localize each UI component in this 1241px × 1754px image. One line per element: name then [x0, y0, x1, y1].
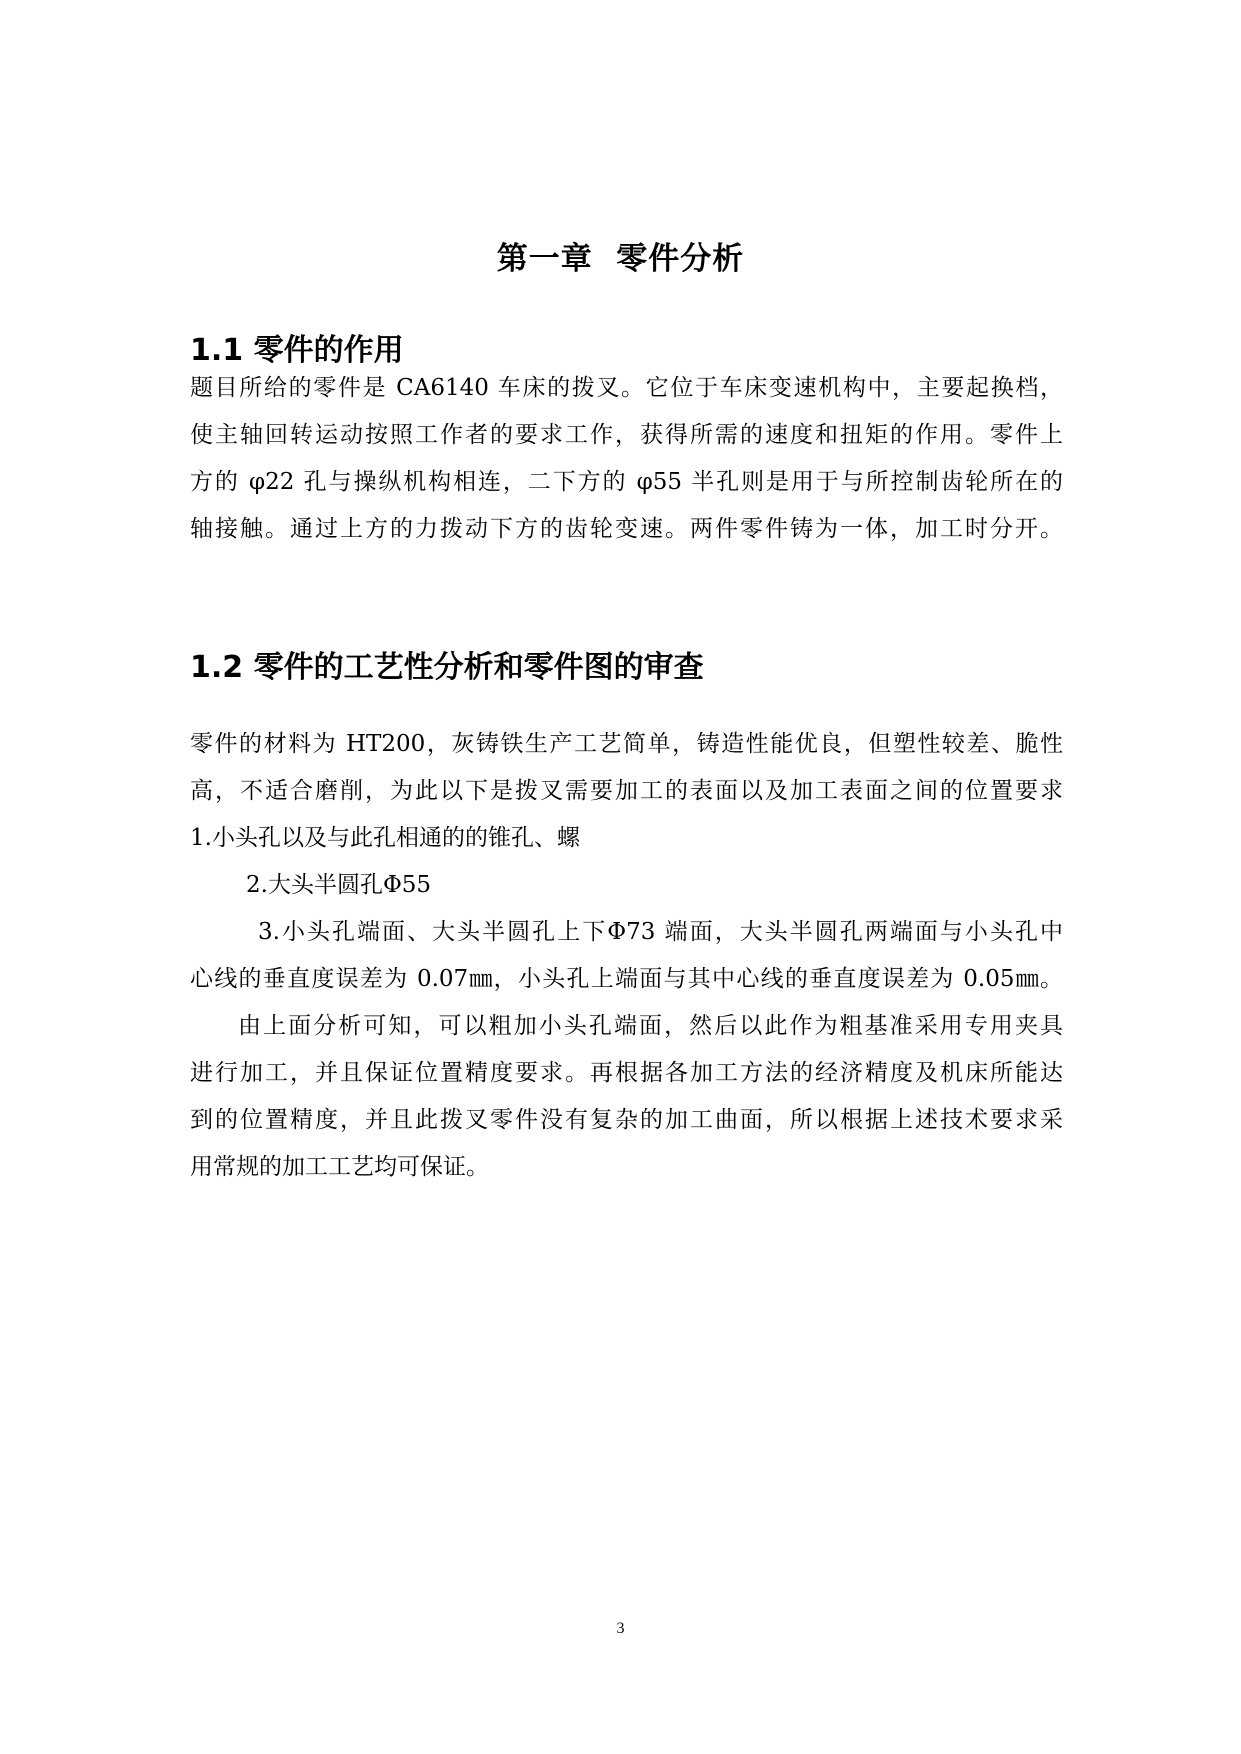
list-item: 1.小头孔以及与此孔相通的的锥孔、螺 [190, 825, 580, 851]
paragraph-line: 轴接触。通过上方的力拨动下方的齿轮变速。两件零件铸为一体，加工时分开。 [190, 516, 1063, 542]
paragraph-line: 使主轴回转运动按照工作者的要求工作，获得所需的速度和扭矩的作用。零件上 [190, 422, 1063, 448]
list-item: 3.小头孔端面、大头半圆孔上下Φ73 端面，大头半圆孔两端面与小头孔中 [258, 919, 1063, 945]
list-item: 2.大头半圆孔Φ55 [246, 872, 432, 898]
paragraph-line: 到的位置精度，并且此拨叉零件没有复杂的加工曲面，所以根据上述技术要求采 [190, 1107, 1063, 1133]
section-heading-1-1: 1.1 零件的作用 [190, 333, 404, 368]
section-heading-1-2: 1.2 零件的工艺性分析和零件图的审查 [190, 650, 704, 685]
paragraph-line: 高，不适合磨削，为此以下是拨叉需要加工的表面以及加工表面之间的位置要求 [190, 778, 1063, 804]
page-number: 3 [616, 1620, 625, 1637]
paragraph-line: 方的 φ22 孔与操纵机构相连，二下方的 φ55 半孔则是用于与所控制齿轮所在的 [190, 469, 1063, 495]
paragraph-line: 题目所给的零件是 CA6140 车床的拨叉。它位于车床变速机构中，主要起换档， [190, 375, 1063, 401]
paragraph-line: 由上面分析可知，可以粗加小头孔端面，然后以此作为粗基准采用专用夹具 [238, 1013, 1063, 1039]
paragraph-line: 零件的材料为 HT200，灰铸铁生产工艺简单，铸造性能优良，但塑性较差、脆性 [190, 731, 1063, 757]
paragraph-line: 心线的垂直度误差为 0.07㎜，小头孔上端面与其中心线的垂直度误差为 0.05㎜。 [190, 966, 1063, 992]
chapter-title: 第一章 零件分析 [496, 241, 745, 277]
paragraph-line: 进行加工，并且保证位置精度要求。再根据各加工方法的经济精度及机床所能达 [190, 1060, 1063, 1086]
paragraph-line: 用常规的加工工艺均可保证。 [190, 1154, 489, 1180]
